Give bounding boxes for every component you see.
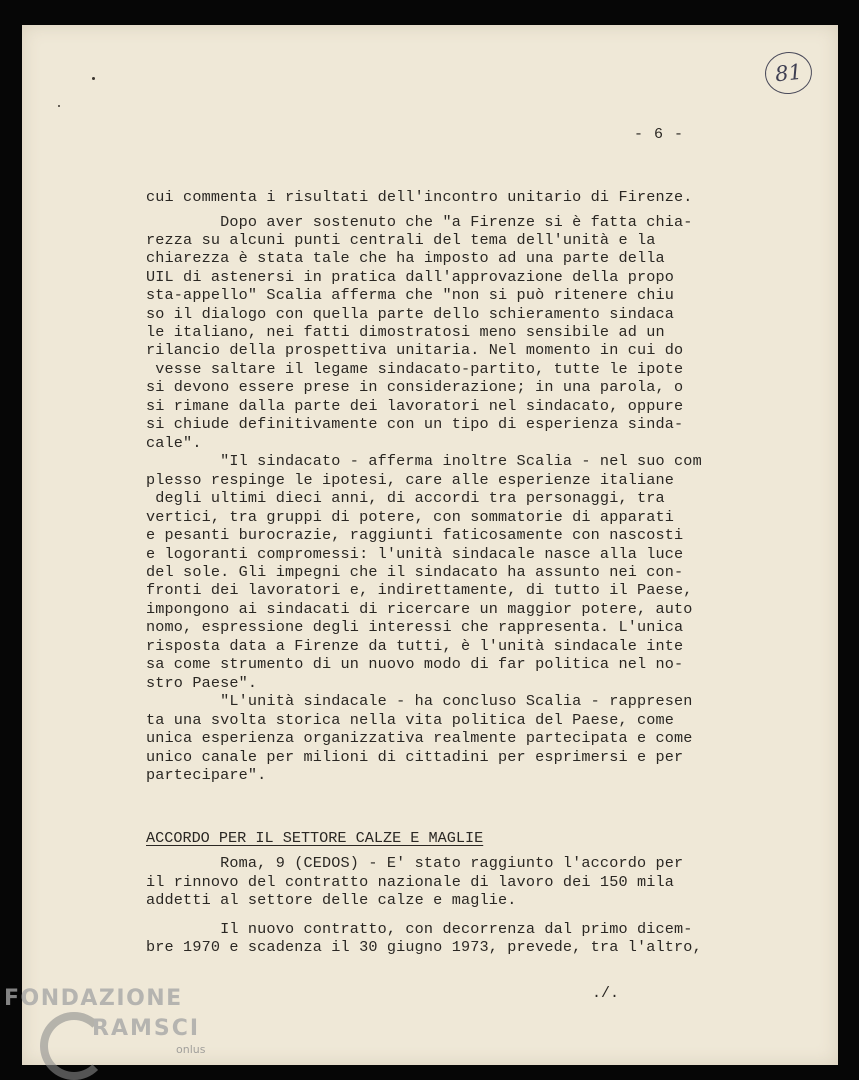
- text-line: si rimane dalla parte dei lavoratori nel sindacato, oppure: [146, 397, 684, 415]
- text-line: "Il sindacato - afferma inoltre Scalia - nel suo com: [146, 452, 702, 470]
- text-line: partecipare".: [146, 766, 267, 784]
- fondazione-gramsci-watermark: [4, 986, 214, 1076]
- text-line: impongono ai sindacati di ricercare un maggior potere, auto: [146, 600, 693, 618]
- text-line: e logoranti compromessi: l'unità sindacale nasce alla luce: [146, 545, 684, 563]
- text-line: addetti al settore delle calze e maglie.: [146, 891, 517, 909]
- text-line: e pesanti burocrazie, raggiunti faticosamente con nascosti: [146, 526, 684, 544]
- watermark-line-3: onlus: [176, 1043, 206, 1056]
- paper-speck: [92, 77, 95, 80]
- text-line: le italiano, nei fatti dimostratosi meno sensibile ad un: [146, 323, 665, 341]
- text-line: il rinnovo del contratto nazionale di lavoro dei 150 mila: [146, 873, 675, 891]
- text-line: degli ultimi dieci anni, di accordi tra personaggi, tra: [146, 489, 665, 507]
- text-line: ta una svolta storica nella vita politica del Paese, come: [146, 711, 675, 729]
- paper-speck: [58, 105, 60, 107]
- text-line: risposta data a Firenze da tutti, è l'unità sindacale inte: [146, 637, 684, 655]
- text-line: del sole. Gli impegni che il sindacato ha assunto nei con-: [146, 563, 684, 581]
- text-line: nomo, espressione degli interessi che rappresenta. L'unica: [146, 618, 684, 636]
- text-line: si devono essere prese in considerazione; in una parola, o: [146, 378, 684, 396]
- text-line: cale".: [146, 434, 202, 452]
- text-line: stro Paese".: [146, 674, 258, 692]
- text-line: bre 1970 e scadenza il 30 giugno 1973, prevede, tra l'altro,: [146, 938, 702, 956]
- text-line: rezza su alcuni punti centrali del tema dell'unità e la: [146, 231, 656, 249]
- text-line: cui commenta i risultati dell'incontro unitario di Firenze.: [146, 188, 693, 206]
- text-line: Roma, 9 (CEDOS) - E' stato raggiunto l'accordo per: [146, 854, 684, 872]
- text-line: sta-appello" Scalia afferma che "non si può ritenere chiu: [146, 286, 675, 304]
- text-line: vesse saltare il legame sindacato-partito, tutte le ipote: [146, 360, 684, 378]
- text-line: UIL di astenersi in pratica dall'approvazione della propo: [146, 268, 675, 286]
- continuation-mark: ./.: [592, 985, 620, 1002]
- text-line: "L'unità sindacale - ha concluso Scalia - rappresen: [146, 692, 693, 710]
- text-line: unica esperienza organizzativa realmente partecipata e come: [146, 729, 693, 747]
- text-line: vertici, tra gruppi di potere, con sommatorie di apparati: [146, 508, 675, 526]
- text-line: plesso respinge le ipotesi, care alle esperienze italiane: [146, 471, 675, 489]
- text-line: fronti dei lavoratori e, indirettamente, di tutto il Paese,: [146, 581, 693, 599]
- text-line: Dopo aver sostenuto che "a Firenze si è fatta chia-: [146, 213, 693, 231]
- text-line: chiarezza è stata tale che ha imposto ad una parte della: [146, 249, 665, 267]
- section-heading: ACCORDO PER IL SETTORE CALZE E MAGLIE: [146, 829, 484, 847]
- watermark-line-1: FONDAZIONE: [4, 986, 183, 1011]
- text-line: Il nuovo contratto, con decorrenza dal primo dicem-: [146, 920, 693, 938]
- archive-page-stamp: [763, 50, 814, 97]
- watermark-line-2: RAMSCI: [92, 1016, 201, 1041]
- page-number: - 6 -: [634, 126, 685, 143]
- document-page: [22, 25, 838, 1065]
- text-line: sa come strumento di un nuovo modo di far politica nel no-: [146, 655, 684, 673]
- text-line: so il dialogo con quella parte dello schieramento sindaca: [146, 305, 675, 323]
- text-line: si chiude definitivamente con un tipo di esperienza sinda-: [146, 415, 684, 433]
- archive-page-number: 81: [773, 59, 804, 87]
- text-line: unico canale per milioni di cittadini per esprimersi e per: [146, 748, 684, 766]
- text-line: rilancio della prospettiva unitaria. Nel momento in cui do: [146, 341, 684, 359]
